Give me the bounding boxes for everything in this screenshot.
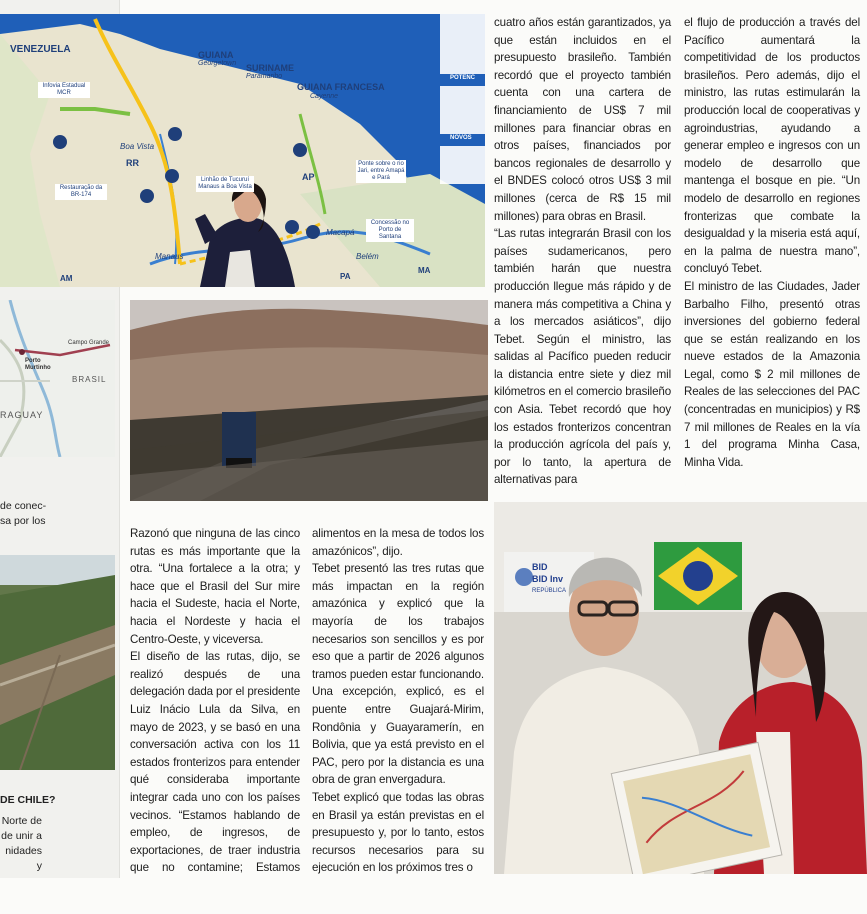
article-paragraph: “Las rutas integrarán Brasil con los países sudamericanos, pero también harán que nuestra producción llegue más rápido y de manera más competitiva a China y a los mercados asiáticos”, dijo Tebet. Según el ministro, las salidas al Pacífico pueden reducir la distancia entre siete y diez mil kilómetros en el comercio brasileño con Asia. Tebet recordó que hoy los estados fronterizos concentran la producción agrícola del país y, por lo tanto, la apertura de alternativas para (494, 227, 671, 487)
map-label-pa: PA (340, 272, 351, 281)
map-presentation-photo (0, 14, 485, 287)
meeting-sign-bid: BID (532, 562, 548, 572)
article-paragraph: Razonó que ninguna de las cinco rutas es más importante que la otra. “Una fortalece a la otra; y hace que el Brasil del Sur mire hacia el Sudeste, hacia el Norte, hacia el Nordeste y hacia el Centro-Oeste, y viceversa. (130, 527, 300, 646)
map-label-guiana: GUIANA (198, 50, 234, 60)
meeting-sign-bid-invest: BID Inv (532, 574, 564, 584)
map-route-label-2: Restauração da BR-174 (55, 184, 107, 200)
left-snippet-bottom (0, 793, 118, 874)
map-label-manaus: Manaus (155, 252, 184, 261)
small-map-campo-grande: Campo Grande (68, 340, 110, 346)
map-label-guiana-francesa: GUIANA FRANCESA (297, 82, 385, 92)
map-label-am: AM (60, 274, 73, 283)
desert-road-truck-photo (130, 300, 488, 501)
small-map-inset (0, 300, 115, 457)
map-route-label-5: Concessão no Porto de Santana (366, 219, 414, 242)
article-column-bottom-left (130, 525, 300, 894)
map-route-label-3: Linhão de Tucuruí Manaus a Boa Vista (196, 176, 254, 192)
article-paragraph: El diseño de las rutas, dijo, se realizó después de una delegación dada por el presidente Luiz Inácio Lula da Silva, en mayo de 2023, y se basó en una conversación activa con los 11 estados fronterizos para entender qué consideraba importante integrar cada uno con los países vecinos. “Estamos hablando de empleo, de ingresos, de exportaciones, de traer industria que no contamine; Estamos (130, 650, 300, 875)
left-snippet-question: DE CHILE? (0, 794, 56, 806)
map-label-ma: MA (418, 266, 431, 275)
article-paragraph: alimentos en la mesa de todos los amazónicos”, dijo. (312, 527, 484, 558)
map-legend-novos: NOVOS (450, 135, 472, 141)
map-label-ap: AP (302, 172, 315, 182)
small-map-paraguay: RAGUAY (0, 410, 44, 420)
article-paragraph: Tebet presentó las tres rutas que más impactan en la región amazónica y explicó que la mayoría de los trabajos necesarios son sencillos y es por eso que a partir de 2026 algunos tramos pueden estar funcionando. Una excepción, explicó, es el puente entre Guajará-Mirim, Rondônia y Guayaramerín, en Bolivia, que ya está previsto en el PAC, pero por la distancia es una obra de gran envergadura. (312, 562, 484, 787)
small-map-brasil: BRASIL (72, 375, 107, 384)
officials-meeting-photo (494, 502, 867, 874)
map-label-belem: Belém (356, 252, 379, 261)
left-snippet-line-1: de conec- (0, 500, 47, 512)
map-label-georgetown: Georgetown (198, 60, 237, 67)
left-snippet-line-3: Norte de (1, 815, 42, 827)
map-label-rr: RR (126, 158, 139, 168)
map-route-label-4: Ponte sobre o rio Jari, entre Amapá e Pará (357, 161, 405, 181)
article-paragraph: El ministro de las Ciudades, Jader Barbalho Filho, presentó otras inversiones del gobierno federal que se están realizando en los nueve estados de la Amazonia Legal, como $ 2 mil millones de Reales de las selecciones del PAC (concentradas en municipios) y R$ 7 mil millones de Reales en la vía 1 del programa Minha Casa, Minha Vida. (684, 279, 860, 469)
map-label-cayenne: Cayenne (310, 93, 339, 100)
article-paragraph: Tebet explicó que todas las obras en Brasil ya están previstas en el presupuesto y, por lo tanto, estos recursos necesarios para su ejecución en los próximos tres o (312, 790, 484, 875)
article-paragraph: el flujo de producción a través del Pacífico aumentará la competitividad de los productos brasileños. Pero además, dijo el ministro, las rutas estimularán la producción local de cooperativas y agroindustrias, ayudando a generar empleo e ingresos con un modelo de desarrollo que mantenga el bosque en pie. “Un modelo de desarrollo en regiones fronterizas que combate la desigualdad y la miseria está aquí, en la palma de nuestra mano”, concluyó Tebet. (684, 16, 860, 276)
map-legend-potenc: POTENC (450, 75, 476, 81)
left-snippet-line-2: sa por los (0, 515, 46, 527)
left-snippet-line-4: de unir a (1, 830, 42, 842)
map-label-boa-vista: Boa Vista (120, 142, 155, 151)
aerial-forest-photo (0, 555, 115, 770)
article-column-bottom-middle (312, 525, 484, 877)
article-paragraph: cuatro años están garantizados, ya que están incluidos en el presupuesto brasileño. También recordó que el proyecto también cuenta con una cartera de financiamiento de US$ 7 mil millones para financiar obras en otros países, financiados por bancos regionales de desarrollo y el BNDES colocó otros US$ 3 mil millones (cerca de R$ 15 mil millones) para obras en Brasil. (494, 16, 671, 223)
map-label-venezuela: VENEZUELA (10, 44, 71, 55)
map-label-suriname: SURINAME (246, 63, 295, 73)
map-route-label-1: Infovia Estadual MCR (38, 82, 90, 98)
left-snippet-line-5: nidades y (5, 845, 42, 872)
page-bottom-margin (0, 878, 867, 914)
small-map-porto-murtinho: Porto Murtinho (25, 358, 51, 371)
article-column-top-middle (494, 14, 671, 489)
map-label-paramaribo: Paramaribo (246, 73, 283, 80)
left-snippet-top (0, 499, 118, 529)
meeting-sign-republica: REPÚBLICA (532, 588, 567, 594)
map-label-macapa: Macapá (326, 228, 355, 237)
article-column-top-right (684, 14, 860, 471)
